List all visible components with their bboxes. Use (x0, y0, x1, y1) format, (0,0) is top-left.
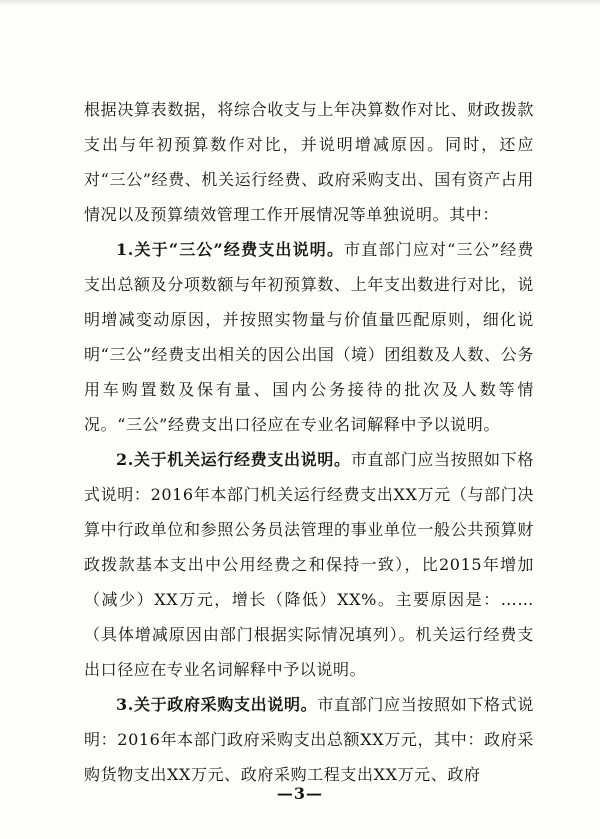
page-number: —3— (276, 784, 324, 803)
section-text-3: 市直部门应当按照如下格式说明：2016年本部门政府采购支出总额XX万元，其中：政府采购货物支出XX万元、政府采购工程支出XX万元、政府 (84, 695, 534, 784)
paragraph-intro (84, 92, 534, 232)
section-text-1: 市直部门应对“三公”经费支出总额及分项数额与年初预算数、上年支出数进行对比，说明增减变动原因，并按照实物量与价值量匹配原则，细化说明“三公”经费支出相关的因公出国（境）团组数及人数、公务用车购置数及保有量、国内公务接待的批次及人数等情况。“三公”经费支出口径应在专业名词解释中予以说明。 (84, 240, 534, 434)
paragraph-three-public-expenses (84, 232, 534, 442)
section-heading-2: 2.关于机关运行经费支出说明。 (116, 450, 351, 469)
paragraph-intro-text: 根据决算表数据，将综合收支与上年决算数作对比、财政拨款支出与年初预算数作对比，并说明增减原因。同时，还应对“三公”经费、机关运行经费、政府采购支出、国有资产占用情况以及预算绩效管理工作开展情况等单独说明。其中： (84, 100, 534, 224)
document-body (84, 92, 534, 792)
paragraph-operating-expenses (84, 442, 534, 687)
section-text-2: 市直部门应当按照如下格式说明：2016年本部门机关运行经费支出XX万元（与部门决算中行政单位和参照公务员法管理的事业单位一般公共预算财政拨款基本支出中公用经费之和保持一致），比2015年增加（减少）XX万元，增长（降低）XX%。主要原因是：……（具体增减原因由部门根据实际情况填列）。机关运行经费支出口径应在专业名词解释中予以说明。 (84, 450, 534, 679)
section-heading-3: 3.关于政府采购支出说明。 (116, 695, 318, 714)
scan-edge (0, 0, 600, 6)
section-heading-1: 1.关于“三公”经费支出说明。 (116, 240, 345, 259)
paragraph-procurement (84, 687, 534, 792)
